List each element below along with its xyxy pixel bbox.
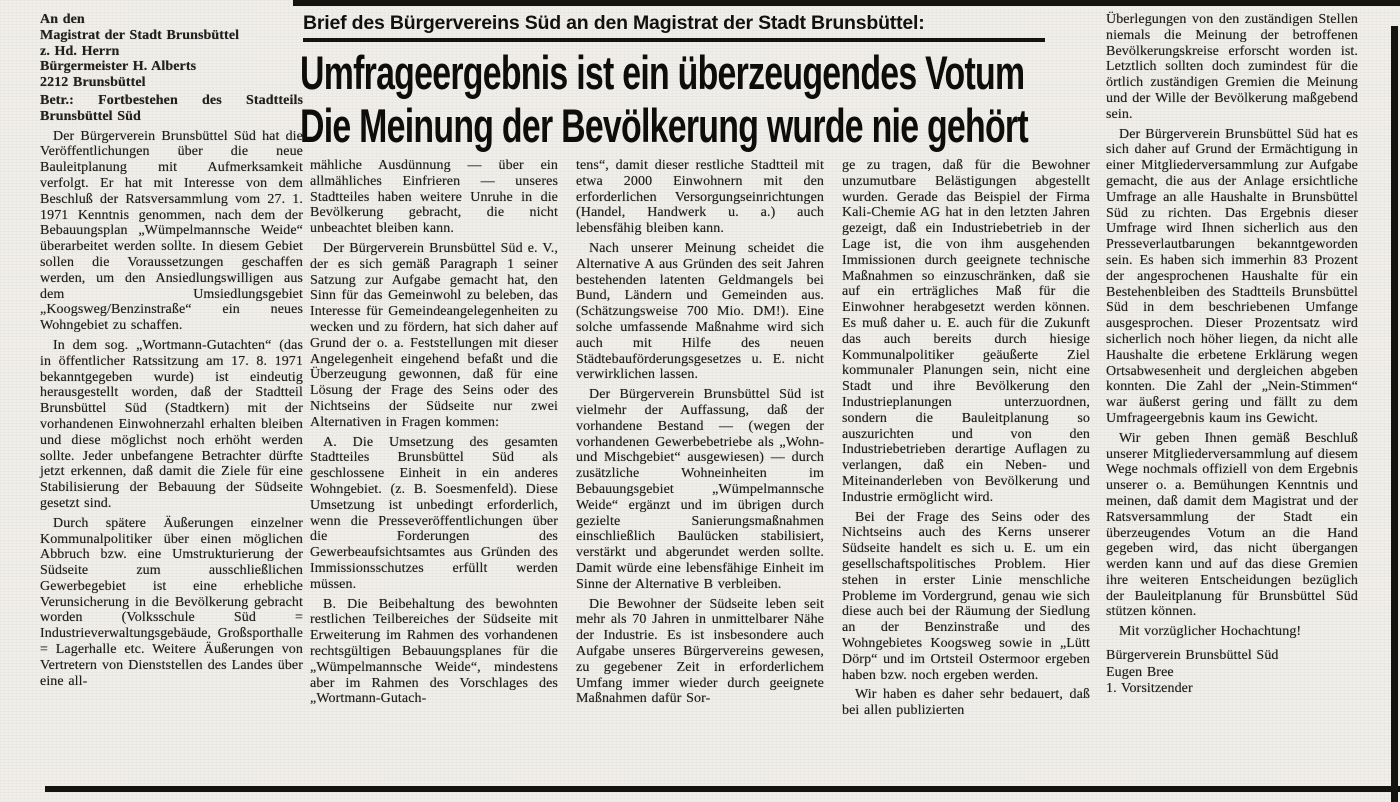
body-paragraph: Durch spätere Äußerungen einzelner Kommunalpolitiker über einen möglichen Abbruch bzw. eine Umstrukturierung der Südseite zum ausschließlichen Gewerbegebiet ist eine erhebliche Verunsicherung in die Bevölkerung gebracht worden (Volksschule Süd = Industrieverwaltungsgebäude, Großsporthalle = Lagerhalle etc. Weitere Äußerungen von Vertretern von Dienststellen des Landes über eine all- — [40, 515, 303, 689]
letter-address-line: Bürgermeister H. Alberts — [40, 59, 197, 75]
column-3 — [576, 158, 824, 711]
body-paragraph: ge zu tragen, daß für die Bewohner unzumutbare Belästigungen abgestellt wurden. Gerade das Beispiel der Firma Kali-Chemie AG hat in den letzten Jahren gezeigt, daß ein Industriebetrieb in der Lage ist, die von ihm ausgehenden Immissionen durch geeignete technische Maßnahmen so einzuschränken, daß sie auf ein erträgliches Maß für die Einwohner herabgesetzt werden können. Es muß daher u. E. auch für die Zukunft das auch bereits durch hiesige Kommunalpolitiker geäußerte Ziel kommunaler Planungen sein, nicht eine Stadt und ihre Bevölkerung den Industrieplanungen unterzuordnen, sondern die Bauleitplanung so auszurichten und von den Industriebetrieben derartige Auflagen zu verlangen, daß ein Neben- und Miteinanderleben von Bevölkerung und Industrie ermöglicht wird. — [842, 158, 1090, 505]
body-paragraph: B. Die Beibehaltung des bewohnten restlichen Teilbereiches der Südseite mit Erweiterung im Rahmen des vorhandenen rechtsgültigen Bebauungsplanes für die „Wümpelmannsche Weide“, mindestens aber im Rahmen des Vorschlages des „Wortmann-Gutach- — [310, 596, 558, 707]
body-paragraph: Wir haben es daher sehr bedauert, daß bei allen publizierten — [842, 687, 1090, 719]
body-paragraph: mähliche Ausdünnung — über ein allmähliches Einfrieren — unseres Stadtteiles haben weitere Unruhe in die Bevölkerung gebracht, die nicht unbeachtet bleiben kann. — [310, 158, 558, 237]
body-paragraph: tens“, damit dieser restliche Stadtteil mit etwa 2000 Einwohnern mit den erforderlichen Versorgungseinrichtungen (Handel, Handwerk u. a.) auch lebensfähig bleiben kann. — [576, 158, 824, 237]
letter-address-line: z. Hd. Herrn — [40, 43, 120, 59]
bottom-rule — [45, 786, 1400, 792]
kicker-underline — [303, 38, 1045, 42]
body-paragraph: Überlegungen von den zuständigen Stellen niemals die Meinung der betroffenen Bevölkerungskreise erforscht worden ist. Letztlich sollten doch zumindest für die örtlich zuständigen Gremien die Meinung und der Wille der Bevölkerung maßgebend sein. — [1106, 12, 1358, 122]
column-2 — [310, 158, 558, 711]
signature-line: 1. Vorsitzender — [1106, 681, 1193, 697]
letter-address-line: An den — [40, 12, 85, 27]
body-paragraph: A. Die Umsetzung des gesamten Stadtteiles Brunsbüttel Süd als geschlossene Einheit in ein anderes Wohngebiet. (z. B. Soesmenfeld). Diese Umsetzung ist unbedingt erforderlich, wenn die Presseveröffentlichungen über die Forderungen des Gewerbeaufsichtsamtes aus Gründen des Immissionsschutzes erfüllt werden müssen. — [310, 434, 558, 592]
body-paragraph: Nach unserer Meinung scheidet die Alternative A aus Gründen des seit Jahren bestehenden latenten Geldmangels bei Bund, Ländern und Gemeinden aus. (Schätzungsweise 700 Mio. DM!). Eine solche umfassende Maßnahme wird sich auch mit Hilfe des neuen Städtebauförderungsgesetzes u. E. nicht verwirklichen lassen. — [576, 240, 824, 383]
body-paragraph: In dem sog. „Wortmann-Gutachten“ (das in öffentlicher Ratssitzung am 17. 8. 1971 bekanntgegeben wurde) ist eindeutig herausgestellt worden, daß der Stadtteil Brunsbüttel Süd (Stadtkern) mit der vorhandenen Einwohnerzahl erhalten bleiben und diese möglichst noch erhöht werden sollte. Jeder unbefangene Betrachter dürfte jetzt erkennen, daß damit die Ziele für eine Stabilisierung der Bebauung der Südseite gesetzt sind. — [40, 337, 303, 511]
main-headline-line1: Umfrageergebnis ist ein überzeugendes Votum — [300, 46, 1025, 99]
letter-address — [40, 12, 303, 91]
signature-line: Bürgerverein Brunsbüttel Süd — [1106, 648, 1279, 664]
kicker-headline — [303, 12, 1103, 35]
signature-line: Eugen Bree — [1106, 664, 1174, 680]
body-paragraph: Der Bürgerverein Brunsbüttel Süd ist vielmehr der Auffassung, daß der vorhandene Bestand — (wegen der vorhandenen Gewerbebetriebe als „Wohn- und Mischgebiet“ ausgewiesen) — durch zusätzliche Wohneinheiten im Bebauungsgebiet „Wümpelmannsche Weide“ ergänzt und im übrigen durch gezielte Sanierungsmaßnahmen einschließlich Baulücken stabilisiert, verstärkt und abgerundet werden sollte. Damit würde eine lebensfähige Einheit im Sinne der Alternative B verbleiben. — [576, 387, 824, 592]
kicker-text: Brief des Bürgervereins Süd an den Magistrat der Stadt Brunsbüttel: — [303, 12, 925, 34]
body-paragraph: Der Bürgerverein Brunsbüttel Süd hat die Veröffentlichungen über die neue Bauleitplanung mit Aufmerksamkeit verfolgt. Er hat mit Interesse von dem Beschluß der Ratsversammlung vom 27. 1. 1971 Kenntnis genommen, nach dem der Bebauungsplan „Wümpelmannsche Weide“ überarbeitet werden sollte. In diesem Gebiet sollen die Voraussetzungen geschaffen werden, um den Ansiedlungswilligen aus dem Umsiedlungsgebiet „Koogsweg/Benzinstraße“ ein neues Wohngebiet zu schaffen. — [40, 128, 303, 334]
main-headline-line2: Die Meinung der Bevölkerung wurde nie gehört — [300, 99, 1028, 152]
body-paragraph: Der Bürgerverein Brunsbüttel Süd hat es sich daher auf Grund der Ermächtigung in einer Mitgliederversammlung zur Aufgabe gemacht, die aus der Anlage ersichtliche Umfrage an alle Haushalte in Brunsbüttel Süd zu richten. Das Ergebnis dieser Umfrage wird Ihnen sicherlich aus den Presseverlautbarungen bekanntgeworden sein. Es haben sich immerhin 83 Prozent der angesprochenen Haushalte für ein Bestehenbleiben des Stadtteils Brunsbüttel Süd in dem beschriebenen Umfange ausgesprochen. Dieser Prozentsatz wird sicherlich noch höher liegen, da nicht alle Haushalte die erbetene Erklärung wegen Ortsabwesenheit und dergleichen abgeben konnten. Die Zahl der „Nein-Stimmen“ war äußerst gering und fällt zu dem Umfrageergebnis kaum ins Gewicht. — [1106, 126, 1358, 426]
main-headline — [300, 46, 1100, 152]
closing-formula: Mit vorzüglicher Hochachtung! — [1119, 624, 1302, 640]
letter-address-line: 2212 Brunsbüttel — [40, 75, 146, 91]
letter-subject: Betr.: Fortbestehen des Stadtteils Brunsbüttel Süd — [40, 92, 303, 124]
body-paragraph: Der Bürgerverein Brunsbüttel Süd e. V., der es sich gemäß Paragraph 1 seiner Satzung zur Aufgabe gemacht hat, den Sinn für das Gemeinwohl zu beleben, das Interesse für Gemeindeangelegenheiten zu wecken und zu fördern, hat sich daher auf Grund der o. a. Feststellungen mit dieser Angelegenheit eingehend befaßt und die Überzeugung gewonnen, daß für eine Lösung der Frage des Seins oder des Nichtseins der Südseite nur zwei Alternativen in Fragen kommen: — [310, 240, 558, 430]
column-5 — [1106, 12, 1358, 698]
body-paragraph: Wir geben Ihnen gemäß Beschluß unserer Mitgliederversammlung auf diesem Wege nochmals offiziell von dem Ergebnis unserer o. a. Bemühungen Kenntnis und meinen, daß damit dem Magistrat und der Ratsversammlung der Stadt ein überzeugendes Votum an die Hand gegeben wird, das nicht übergangen werden kann und auf das diese Gremien ihre weiteren Entscheidungen bezüglich der Bauleitplanung für Brunsbüttel Süd stützen können. — [1106, 430, 1358, 620]
signature-block — [1106, 648, 1358, 698]
body-paragraph: Die Bewohner der Südseite leben seit mehr als 70 Jahren in unmittelbarer Nähe der Industrie. Es ist insbesondere auch Aufgabe unseres Bürgervereins gewesen, zu gegebener Zeit in erforderlichem Umfang immer wieder durch geeignete Maßnahmen dafür Sor- — [576, 596, 824, 707]
column-4 — [842, 158, 1090, 723]
body-paragraph: Bei der Frage des Seins oder des Nichtseins auch des Kerns unserer Südseite handelt es sich u. E. um ein gesellschaftspolitisches Problem. Hier stehen in erster Linie menschliche Probleme im Vordergrund, genau wie sich diese auch bei der Räumung der Siedlung an der Benzinstraße und des Wohngebietes Koogsweg sowie in „Lütt Dörp“ und im Ortsteil Ostermoor ergeben haben bzw. noch ergeben werden. — [842, 509, 1090, 683]
column-1 — [40, 12, 303, 693]
top-rule — [293, 0, 1400, 6]
letter-address-line: Magistrat der Stadt Brunsbüttel — [40, 27, 240, 43]
right-rule — [1391, 26, 1398, 802]
